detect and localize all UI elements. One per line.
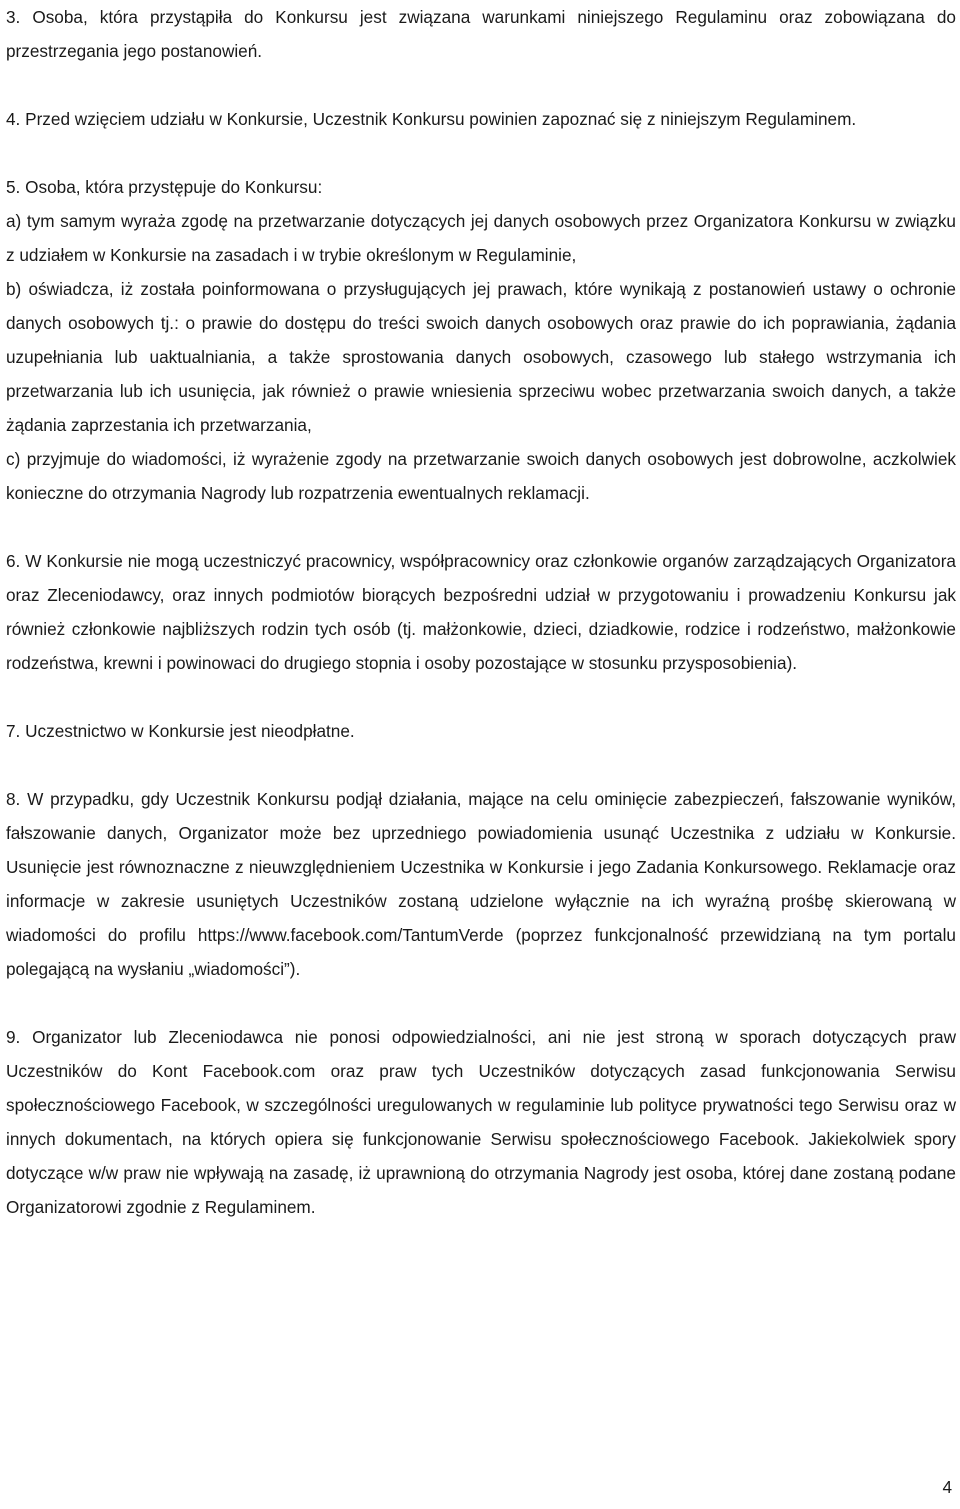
paragraph-3: 3. Osoba, która przystąpiła do Konkursu jest związana warunkami niniejszego Regulaminu oraz zobowiązana do przestrzegania jego postanowień. [6, 7, 956, 61]
page-number: 4 [942, 1477, 952, 1497]
paragraph-5-intro: 5. Osoba, która przystępuje do Konkursu: [6, 177, 323, 197]
paragraph-5-b: b) oświadcza, iż została poinformowana o przysługujących jej prawach, które wynikają z postanowień ustawy o ochronie danych osobowych tj.: o prawie do dostępu do treści swoich danych osobowych oraz prawie do ich poprawiania, żądania uzupełniania lub uaktualniania, a także sprostowania danych osobowych, czasowego lub stałego wstrzymania ich przetwarzania lub ich usunięcia, jak również o prawie wniesienia sprzeciwu wobec przetwarzania swoich danych, a także żądania zaprzestania ich przetwarzania, [6, 279, 956, 435]
paragraph-5-c: c) przyjmuje do wiadomości, iż wyrażenie zgody na przetwarzanie swoich danych osobowych jest dobrowolne, aczkolwiek konieczne do otrzymania Nagrody lub rozpatrzenia ewentualnych reklamacji. [6, 449, 956, 503]
document-page [6, 0, 956, 1258]
paragraph-8: 8. W przypadku, gdy Uczestnik Konkursu podjął działania, mające na celu ominięcie zabezpieczeń, fałszowanie wyników, fałszowanie danych, Organizator może bez uprzedniego powiadomienia usunąć Uczestnika z udziału w Konkursie. Usunięcie jest równoznaczne z nieuwzględnieniem Uczestnika w Konkursie i jego Zadania Konkursowego. Reklamacje oraz informacje w zakresie usuniętych Uczestników zostaną udzielone wyłącznie na ich wyraźną prośbę skierowaną w wiadomości do profilu https://www.facebook.com/TantumVerde (poprzez funkcjonalność przewidzianą na tym portalu polegającą na wysłaniu „wiadomości”). [6, 789, 956, 979]
paragraph-7: 7. Uczestnictwo w Konkursie jest nieodpłatne. [6, 721, 355, 741]
paragraph-6: 6. W Konkursie nie mogą uczestniczyć pracownicy, współpracownicy oraz członkowie organów zarządzających Organizatora oraz Zleceniodawcy, oraz innych podmiotów biorących bezpośredni udział w przygotowaniu i prowadzeniu Konkursu jak również członkowie najbliższych rodzin tych osób (tj. małżonkowie, dzieci, dziadkowie, rodzice i rodzeństwo, małżonkowie rodzeństwa, krewni i powinowaci do drugiego stopnia i osoby pozostające w stosunku przysposobienia). [6, 551, 956, 673]
paragraph-4: 4. Przed wzięciem udziału w Konkursie, Uczestnik Konkursu powinien zapoznać się z niniejszym Regulaminem. [6, 109, 857, 129]
paragraph-9: 9. Organizator lub Zleceniodawca nie ponosi odpowiedzialności, ani nie jest stroną w sporach dotyczących praw Uczestników do Kont Facebook.com oraz praw tych Uczestników dotyczących zasad funkcjonowania Serwisu społecznościowego Facebook, w szczególności uregulowanych w regulaminie lub polityce prywatności tego Serwisu oraz w innych dokumentach, na których opiera się funkcjonowanie Serwisu społecznościowego Facebook. Jakiekolwiek spory dotyczące w/w praw nie wpływają na zasadę, iż uprawnioną do otrzymania Nagrody jest osoba, której dane zostaną podane Organizatorowi zgodnie z Regulaminem. [6, 1027, 956, 1217]
paragraph-5-a: a) tym samym wyraża zgodę na przetwarzanie dotyczących jej danych osobowych przez Organizatora Konkursu w związku z udziałem w Konkursie na zasadach i w trybie określonym w Regulaminie, [6, 211, 956, 265]
